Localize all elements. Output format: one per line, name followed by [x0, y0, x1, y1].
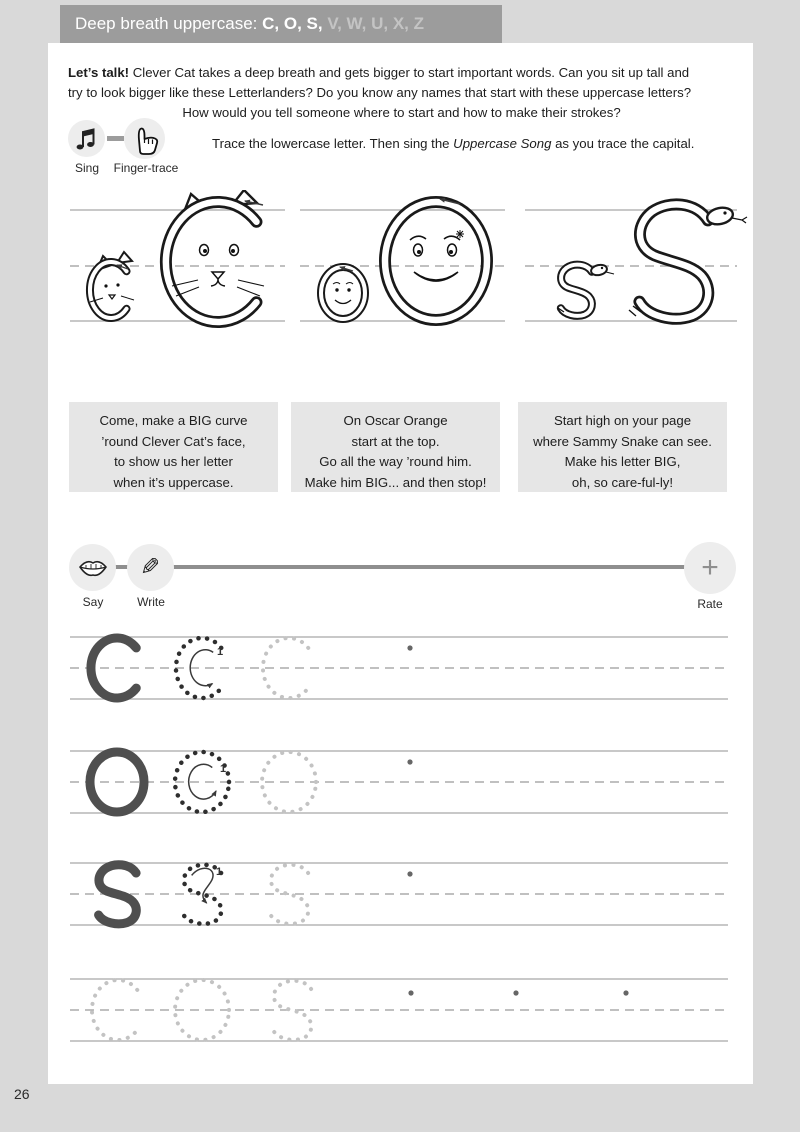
icon-connector-dash [107, 136, 124, 141]
starting-dot [407, 871, 412, 876]
say-label: Say [82, 595, 104, 609]
handwriting-practice-lines [48, 615, 753, 1081]
say-icon-circle [69, 544, 116, 591]
mouth-icon [78, 558, 108, 578]
sammy-snake-letter-s-art [558, 204, 747, 318]
solid-letter-C [91, 638, 136, 698]
rate-label: Rate [697, 597, 723, 611]
uppercase-song-title: Uppercase Song [453, 136, 552, 151]
instruction-box-sammy-snake: Start high on your page where Sammy Snake can see. Make his letter BIG, oh, so care-ful-ly! [518, 402, 727, 492]
starting-dot [623, 990, 628, 995]
stroke-number: 1 [216, 866, 223, 878]
finger-trace-label: Finger-trace [113, 161, 179, 175]
header-focus-letters: C, O, S, [262, 14, 323, 33]
page-header [60, 5, 502, 43]
trace-instruction: Trace the lowercase letter. Then sing the Uppercase Song as you trace the capital. [212, 136, 695, 151]
plus-icon: + [701, 551, 719, 584]
starting-dot [513, 990, 518, 995]
finger-trace-icon-circle [124, 118, 165, 159]
stroke-direction-arrow [192, 868, 213, 903]
light-letter-S [274, 981, 312, 1040]
page-number: 26 [14, 1086, 30, 1102]
sing-icon-circle [68, 120, 105, 157]
starting-dot [407, 645, 412, 650]
instruction-box-oscar-orange: On Oscar Orange start at the top. Go all the way ’round him. Make him BIG... and then stop! [291, 402, 500, 492]
lets-talk-paragraph [68, 63, 735, 123]
say-write-rate-line [93, 565, 711, 569]
stroke-number: 1 [217, 646, 224, 658]
starting-dot [408, 990, 413, 995]
sing-label: Sing [74, 161, 100, 175]
header-title-prefix: Deep breath uppercase: [75, 14, 263, 33]
stroke-number: 1 [220, 763, 227, 775]
write-icon-circle [127, 544, 174, 591]
write-label: Write [137, 595, 165, 609]
intro-line-2: try to look bigger like these Letterlanders? Do you know any names that start with these uppercase letters? [68, 85, 692, 100]
worksheet-page [48, 43, 753, 1084]
starting-dot [407, 759, 412, 764]
header-upcoming-letters: V, W, U, X, Z [322, 14, 424, 33]
rate-icon-circle [684, 542, 736, 594]
instruction-box-clever-cat: Come, make a BIG curve ’round Clever Cat’s face, to show us her letter when it’s uppercase. [69, 402, 278, 492]
intro-line-3: How would you tell someone where to start and how to make their strokes? [182, 105, 621, 120]
intro-line-1: Let’s talk! Clever Cat takes a deep breath and gets bigger to start important words. Can you sit up tall and [68, 65, 690, 80]
music-note-icon [74, 125, 100, 153]
lets-talk-lead: Let’s talk! [68, 65, 130, 80]
pointing-hand-icon [130, 123, 160, 155]
oscar-orange-letter-o-art [321, 199, 487, 320]
letter-illustration-panels [48, 190, 753, 350]
pencil-icon: ✎ [140, 553, 161, 581]
